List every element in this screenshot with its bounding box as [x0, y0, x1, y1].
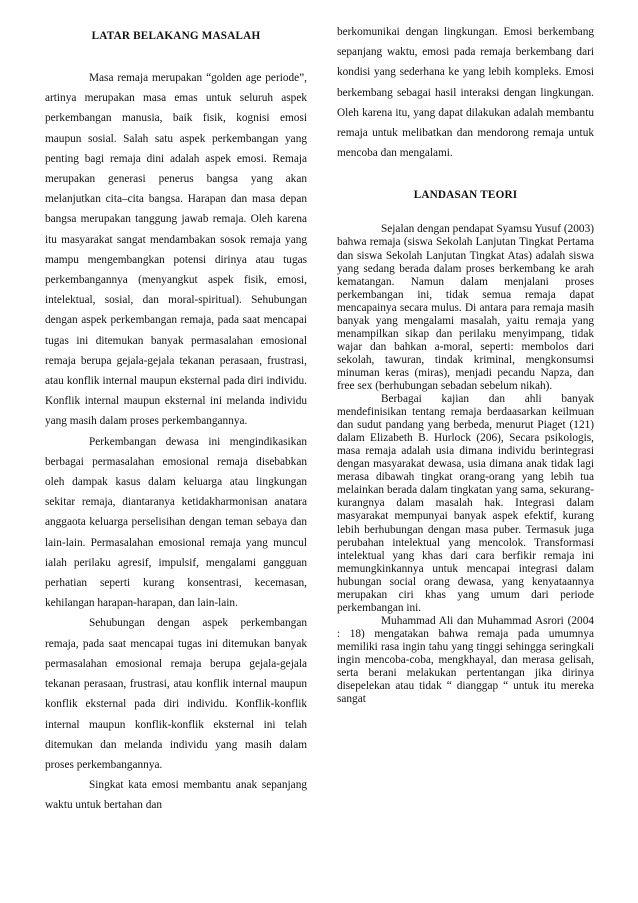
left-paragraph-1: Masa remaja merupakan “golden age periode”, artinya merupakan masa emas untuk seluruh aspek perkembangan manusia, baik fisik, kognisi emosi maupun sosial. Salah satu aspek perkembangan yang penting bagi remaja dini adalah aspek emosi. Remaja merupakan generasi penerus bangsa yang akan melanjutkan cita–cita bangsa. Harapan dan masa depan bangsa merupakan tanggung jawab remaja. Oleh karena itu masyarakat sangat mendambakan sosok remaja yang mampu mengembangkan potensi dirinya atau tugas perkembangannya (menyangkut aspek fisik, emosi, intelektual, sosial, dan moral-spiritual). Sehubungan dengan aspek perkembangan remaja, pada saat mencapai tugas ini ditemukan banyak permasalahan emosional remaja berupa gejala-gejala tekanan perasaan, frustrasi, atau konflik internal maupun eksternal pada diri individu. Konflik internal maupun eksternal ini melanda individu yang masih dalam proses perkembangannya. [45, 72, 307, 428]
heading-latar-belakang: LATAR BELAKANG MASALAH [91, 30, 261, 42]
left-column [45, 22, 307, 816]
right-paragraph-2: Berbagai kajian dan ahli banyak mendefinisikan tentang remaja berdaasarkan keilmuan dan sudut pandang yang berbeda, menurut Piaget (121) dalam Elizabeth B. Hurlock (206), Secara psikologis, masa remaja adalah usia dimana individu berintegrasi dengan masyarakat dewasa, usia dimana anak tidak lagi merasa dibawah tingkat orang-orang yang lebih tua melainkan berada dalam tingkatan yang sama, sekurang-kurangnya dalam masalah hak. Integrasi dalam masyarakat mempunyai banyak aspek efektif, kurang lebih berhubungan dengan masa puber. Termasuk juga perubahan intelektual yang mencolok. Transformasi intelektual yang khas dari cara berfikir remaja ini memungkinkannya untuk mencapai integrasi dalam hubungan social orang dewasa, yang kenyataannya merupakan ciri khas yang umum dari periode perkembangan ini. [337, 393, 594, 614]
right-paragraph-3: Muhammad Ali dan Muhammad Asrori (2004 : 18) mengatakan bahwa remaja pada umumnya memiliki rasa ingin tahu yang tinggi sehingga seringkali ingin mencoba-coba, mengkhayal, dan merasa gelisah, serta berani melakukan pertentangan jika dirinya disepelekan atau tidak “ dianggap “ untuk itu mereka sangat [337, 614, 594, 706]
right-paragraph-1: Sejalan dengan pendapat Syamsu Yusuf (2003) bahwa remaja (siswa Sekolah Lanjutan Tingkat Pertama dan siswa Sekolah Lanjutan Tingkat Atas) adalah siswa yang sedang berada dalam proses berkembang ke arah kematangan. Namun dalam menjalani proses perkembangan ini, tidak semua remaja dapat mencapainya secara mulus. Di antara para remaja masih banyak yang mengalami masalah, yaitu remaja yang menampilkan sikap dan perilaku menyimpang, tidak wajar dan bahkan a-moral, seperti: membolos dari sekolah, tawuran, tindak kriminal, mengkonsumsi minuman keras (miras), menjadi pecandu Napza, dan free sex (berhubungan sebadan sebelum nikah). [337, 223, 594, 392]
left-paragraph-4: Singkat kata emosi membantu anak sepanjang waktu untuk bertahan dan [45, 779, 307, 812]
right-column [337, 22, 594, 706]
left-paragraph-2: Perkembangan dewasa ini mengindikasikan berbagai permasalahan emosional remaja disebabkan oleh dampak kasus dalam keluarga atau lingkungan sekitar remaja, diantaranya ketidakharmonisan anatara anggaota keluarga perselisihan dengan teman sebaya dan lain-lain. Permasalahan emosional remaja yang muncul ialah perilaku agresif, impulsif, mengalami gangguan perhatian seperti kurang konsentrasi, kecemasan, kehilangan harapan-harapan, dan lain-lain. [45, 435, 307, 610]
left-paragraph-3: Sehubungan dengan aspek perkembangan remaja, pada saat mencapai tugas ini ditemukan banyak permasalahan emosional remaja berupa gejala-gejala tekanan perasaan, frustrasi, atau konflik internal maupun konflik eksternal pada diri individu. Konflik-konflik internal maupun konflik-konflik eksternal ini telah ditemukan dan melanda individu yang masih dalam proses perkembangannya. [45, 617, 307, 771]
heading-landasan-teori: LANDASAN TEORI [413, 189, 518, 202]
right-continuation-paragraph: berkomunikai dengan lingkungan. Emosi berkembang sepanjang waktu, emosi pada remaja berkembang dari kondisi yang sederhana ke yang lebih kompleks. Emosi berkembang sebagai hasil interaksi dengan lingkungan. Oleh karena itu, yang dapat dilakukan adalah membantu remaja untuk melibatkan dan mendorong remaja untuk mencoba dan mengalami. [337, 26, 594, 160]
